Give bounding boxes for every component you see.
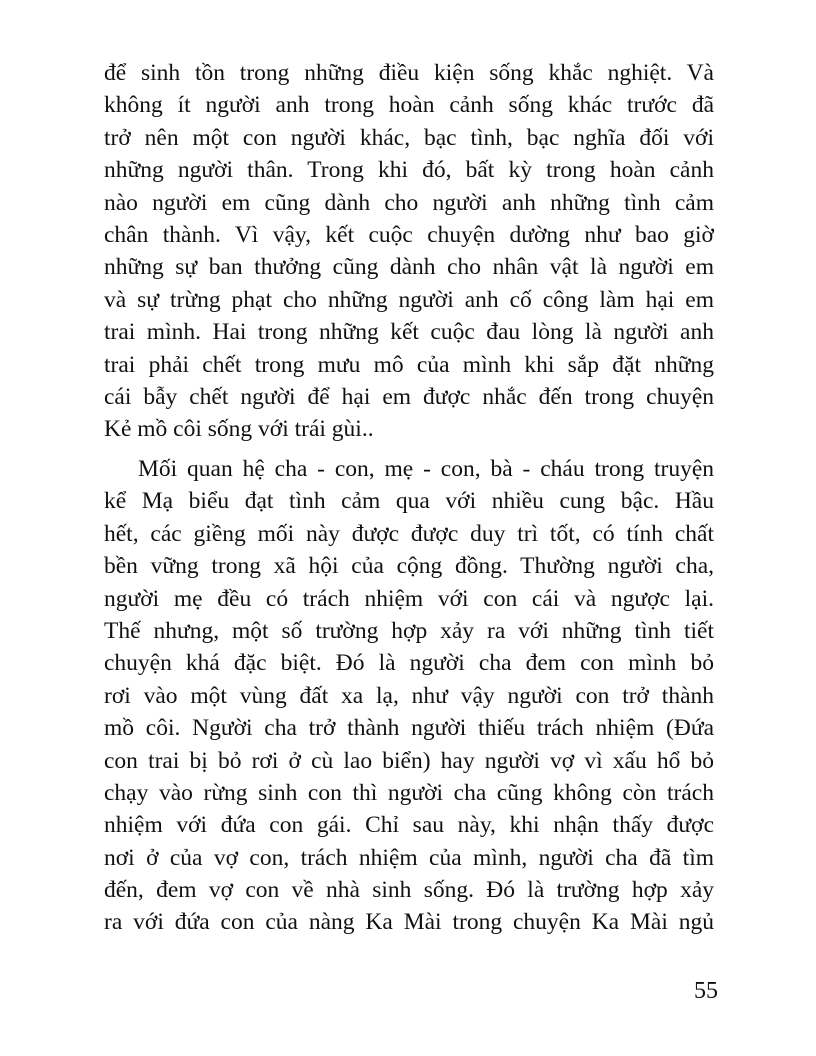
text-line: đến, đem vợ con về nhà sinh sống. Đó là trường hợp xảy xyxy=(104,877,714,904)
text-line: nào người em cũng dành cho người anh những tình cảm xyxy=(104,189,714,216)
text-line: nơi ở của vợ con, trách nhiệm của mình, người cha đã tìm xyxy=(104,844,714,871)
text-line: ra với đứa con của nàng Ka Mài trong chuyện Ka Mài ngủ xyxy=(104,909,714,936)
text-line: kể Mạ biểu đạt tình cảm qua với nhiều cung bậc. Hầu xyxy=(104,488,714,515)
text-line: chân thành. Vì vậy, kết cuộc chuyện dường như bao giờ xyxy=(104,221,714,248)
text-line: và sự trừng phạt cho những người anh cố công làm hại em xyxy=(104,286,714,313)
text-line: trai phải chết trong mưu mô của mình khi sắp đặt những xyxy=(104,351,714,378)
text-line: người mẹ đều có trách nhiệm với con cái và ngược lại. xyxy=(104,585,714,612)
text-line: chạy vào rừng sinh con thì người cha cũng không còn trách xyxy=(104,779,714,806)
text-line: hết, các giềng mối này được được duy trì tốt, có tính chất xyxy=(104,520,714,547)
text-line: nhiệm với đứa con gái. Chỉ sau này, khi nhận thấy được xyxy=(104,812,714,839)
text-line: Mối quan hệ cha - con, mẹ - con, bà - cháu trong truyện xyxy=(138,456,714,482)
text-line: bền vững trong xã hội của cộng đồng. Thường người cha, xyxy=(104,553,714,580)
text-line: mồ côi. Người cha trở thành người thiếu trách nhiệm (Đứa xyxy=(104,715,714,742)
text-line: con trai bị bỏ rơi ở cù lao biển) hay người vợ vì xấu hổ bỏ xyxy=(104,747,714,774)
text-line: không ít người anh trong hoàn cảnh sống khác trước đã xyxy=(104,92,714,119)
text-line: Kẻ mồ côi sống với trái gùi.. xyxy=(104,416,374,443)
text-line: Thế nhưng, một số trường hợp xảy ra với những tình tiết xyxy=(104,617,714,644)
text-line: cái bẫy chết người để hại em được nhắc đến trong chuyện xyxy=(104,383,714,410)
text-line: chuyện khá đặc biệt. Đó là người cha đem con mình bỏ xyxy=(104,650,714,677)
paragraph-1 xyxy=(104,57,714,446)
text-line: trở nên một con người khác, bạc tình, bạc nghĩa đối với xyxy=(104,124,714,151)
text-line: trai mình. Hai trong những kết cuộc đau lòng là người anh xyxy=(104,319,714,346)
text-line: những sự ban thưởng cũng dành cho nhân vật là người em xyxy=(104,254,714,281)
paragraph-2 xyxy=(104,453,714,939)
page-number: 55 xyxy=(694,978,718,1004)
text-line: để sinh tồn trong những điều kiện sống khắc nghiệt. Và xyxy=(104,60,714,86)
text-line: những người thân. Trong khi đó, bất kỳ trong hoàn cảnh xyxy=(104,157,714,184)
text-line: rơi vào một vùng đất xa lạ, như vậy người con trở thành xyxy=(104,682,714,709)
